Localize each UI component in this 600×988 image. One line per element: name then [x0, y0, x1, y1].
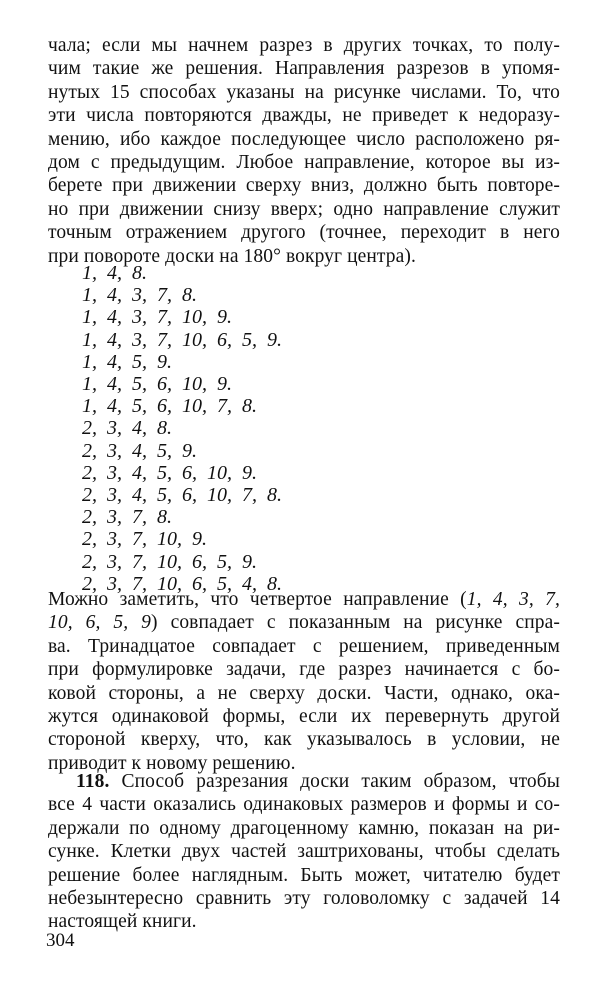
text-line: небезынтересно сравнить эту головоломку с задачей 14 [48, 888, 560, 910]
text-line [48, 770, 560, 793]
sequence-row: 1, 4, 5, 6, 10, 7, 8. [82, 395, 257, 418]
text-line: сунке. Клетки двух частей заштрихованы, чтобы сделать [48, 841, 560, 863]
text-line: решение более наглядным. Быть может, читателю будет [48, 864, 560, 886]
sequence-row: 1, 4, 3, 7, 8. [82, 284, 197, 307]
text-line: при формулировке задачи, где разрез начинается с бо- [48, 659, 560, 681]
text-line [48, 588, 560, 611]
text-segment: Способ разрезания доски таким образом, чтобы [121, 771, 561, 792]
text-line: ковой стороны, а не сверху доски. Части, однако, ока- [48, 682, 560, 704]
text-line: все 4 части оказались одинаковых размеров и формы и со- [48, 794, 560, 816]
cut-sequences-list [82, 262, 282, 595]
paragraph-2 [48, 588, 560, 775]
sequence-row: 1, 4, 5, 9. [82, 350, 172, 373]
sequence-row: 2, 3, 4, 5, 9. [82, 439, 197, 462]
text-line: берете при движении сверху вниз, должно быть повторе- [48, 175, 560, 197]
text-line: жутся одинаковой формы, если их перевернуть другой [48, 706, 560, 728]
sequence-row: 1, 4, 5, 6, 10, 9. [82, 373, 232, 396]
sequence-row: 2, 3, 4, 5, 6, 10, 7, 8. [82, 484, 282, 507]
sequence-row: 1, 4, 3, 7, 10, 6, 5, 9. [82, 328, 282, 351]
sequence-row: 1, 4, 3, 7, 10, 9. [82, 306, 232, 329]
sequence-row: 1, 4, 8. [82, 262, 147, 284]
text-segment: ) совпадает с показанным на рисунке спра- [151, 612, 561, 634]
text-line [48, 611, 560, 634]
sequence-row: 2, 3, 7, 10, 6, 5, 9. [82, 550, 257, 573]
sequence-row: 2, 3, 4, 8. [82, 417, 172, 440]
text-segment: Можно заметить, что четвертое направление ( [48, 589, 467, 610]
sequence-row: 2, 3, 7, 10, 6, 5, 4, 8. [82, 572, 282, 595]
text-line: чим такие же решения. Направления разрезов в упомя- [48, 58, 560, 80]
sequence-row: 2, 3, 7, 8. [82, 506, 172, 529]
text-line: ва. Тринадцатое совпадает с решением, приведенным [48, 635, 560, 657]
problem-number: 118. [76, 771, 110, 792]
text-line: нутых 15 способах указаны на рисунке числами. То, что [48, 81, 560, 103]
text-line: приводит к новому решению. [48, 752, 296, 774]
text-line: настоящей книги. [48, 911, 197, 933]
text-line: чала; если мы начнем разрез в других точках, то полу- [48, 35, 560, 56]
page-number: 304 [46, 930, 75, 951]
text-line: дом с предыдущим. Любое направление, которое вы из- [48, 152, 560, 174]
text-line: мению, ибо каждое последующее число расположено ря- [48, 128, 560, 150]
text-line: при повороте доски на 180° вокруг центра). [48, 245, 416, 267]
text-line: стороной кверху, что, как указывалось в условии, не [48, 729, 560, 751]
text-line: но при движении снизу вверх; одно направление служит [48, 198, 560, 220]
paragraph-3 [48, 770, 560, 934]
paragraph-1 [48, 34, 560, 268]
text-line: эти числа повторяются дважды, не приведет к недоразу- [48, 105, 560, 127]
sequence-row: 2, 3, 4, 5, 6, 10, 9. [82, 461, 257, 484]
italic-sequence: 10, 6, 5, 9 [48, 612, 152, 634]
text-line: точным отражением другого (точнее, переходит в него [48, 222, 560, 244]
text-line: держали по одному драгоценному камню, показан на ри- [48, 817, 560, 839]
sequence-row: 2, 3, 7, 10, 9. [82, 528, 207, 551]
italic-sequence: 1, 4, 3, 7, [466, 589, 560, 610]
